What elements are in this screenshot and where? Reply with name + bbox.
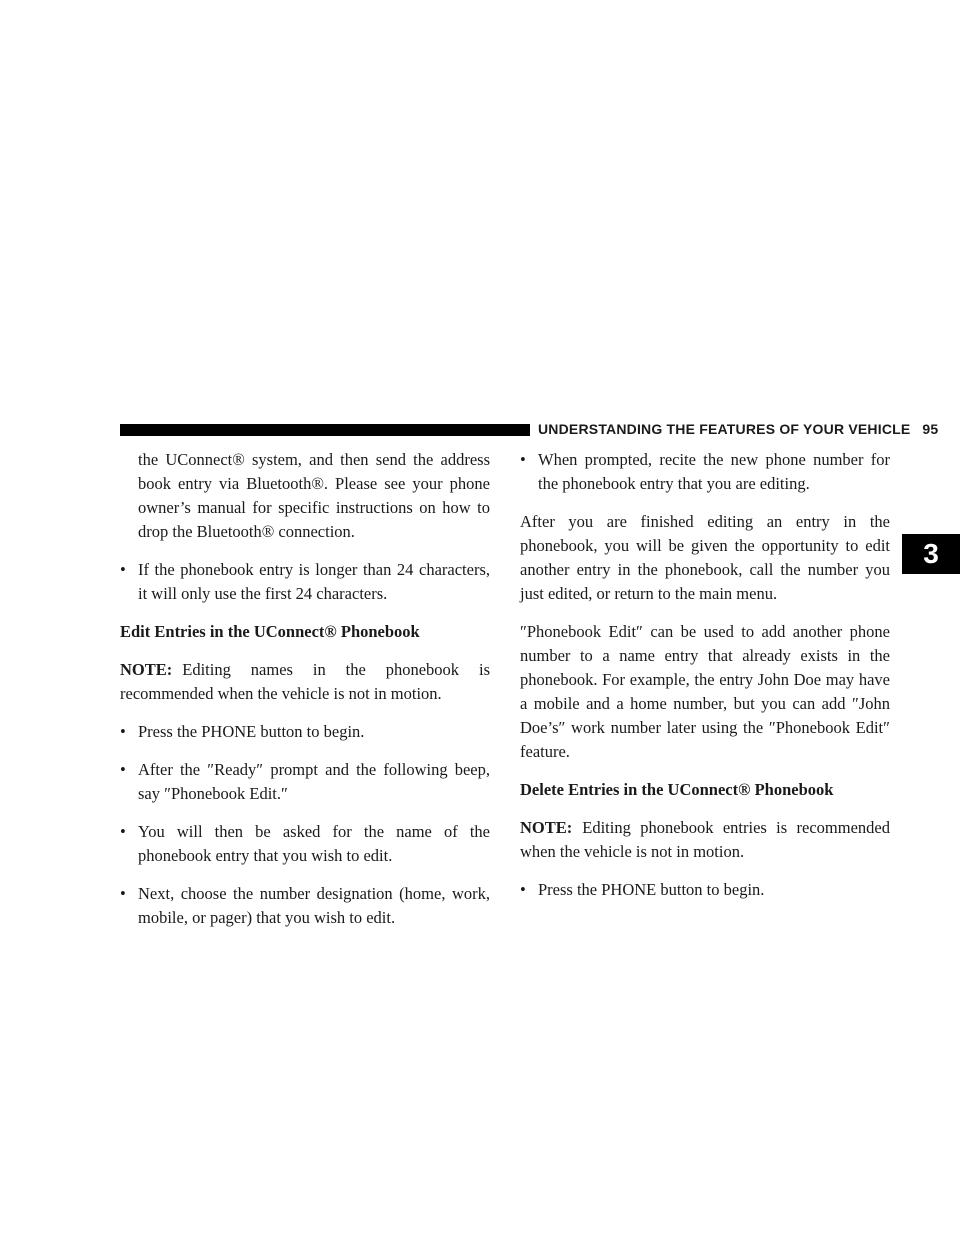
body-paragraph: ″Phonebook Edit″ can be used to add another phone number to a name entry that already exists in the phonebook. For example, the entry John Doe may have a mobile and a home number, but you can add ″John Doe’s″ work number later using the ″Phonebook Edit″ feature. [520,622,890,761]
chapter-tab: 3 [902,534,960,574]
list-item [120,720,490,744]
list-item [520,878,890,902]
bullet-icon: • [120,822,126,841]
list-item [120,558,490,606]
note-paragraph [120,658,490,706]
list-item-text: Press the PHONE button to begin. [138,722,365,741]
running-header [538,419,939,439]
list-item [520,448,890,496]
bullet-icon: • [120,560,126,579]
list-item-text: Press the PHONE button to begin. [538,880,765,899]
section-heading: Delete Entries in the UConnect® Phonebook [520,780,834,799]
note-text: Editing names in the phonebook is recommended when the vehicle is not in motion. [120,660,490,703]
list-item-text: When prompted, recite the new phone number for the phonebook entry that you are editing. [538,450,890,493]
header-title-text: UNDERSTANDING THE FEATURES OF YOUR VEHICLE [538,421,911,437]
note-label: NOTE: [120,660,173,679]
header-rule [120,424,530,436]
list-item-text: Next, choose the number designation (home, work, mobile, or pager) that you wish to edit. [138,884,490,927]
note-label: NOTE: [520,818,573,837]
note-text: Editing phonebook entries is recommended when the vehicle is not in motion. [520,818,890,861]
right-column [520,448,890,916]
list-item [120,758,490,806]
bullet-icon: • [120,884,126,903]
left-column [120,448,490,944]
bullet-icon: • [120,722,126,741]
page-number: 95 [922,421,939,437]
list-item-text: If the phonebook entry is longer than 24 characters, it will only use the first 24 characters. [138,560,490,603]
bullet-icon: • [520,880,526,899]
list-item [120,820,490,868]
list-item [120,882,490,930]
list-item-text: You will then be asked for the name of the phonebook entry that you wish to edit. [138,822,490,865]
continuation-paragraph: the UConnect® system, and then send the address book entry via Bluetooth®. Please see your phone owner’s manual for specific instructions on how to drop the Bluetooth® connection. [138,450,490,541]
bullet-icon: • [520,450,526,469]
body-paragraph: After you are finished editing an entry in the phonebook, you will be given the opportunity to edit another entry in the phonebook, call the number you just edited, or return to the main menu. [520,512,890,603]
section-heading: Edit Entries in the UConnect® Phonebook [120,622,420,641]
list-item-text: After the ″Ready″ prompt and the following beep, say ″Phonebook Edit.″ [138,760,490,803]
note-paragraph [520,816,890,864]
bullet-icon: • [120,760,126,779]
